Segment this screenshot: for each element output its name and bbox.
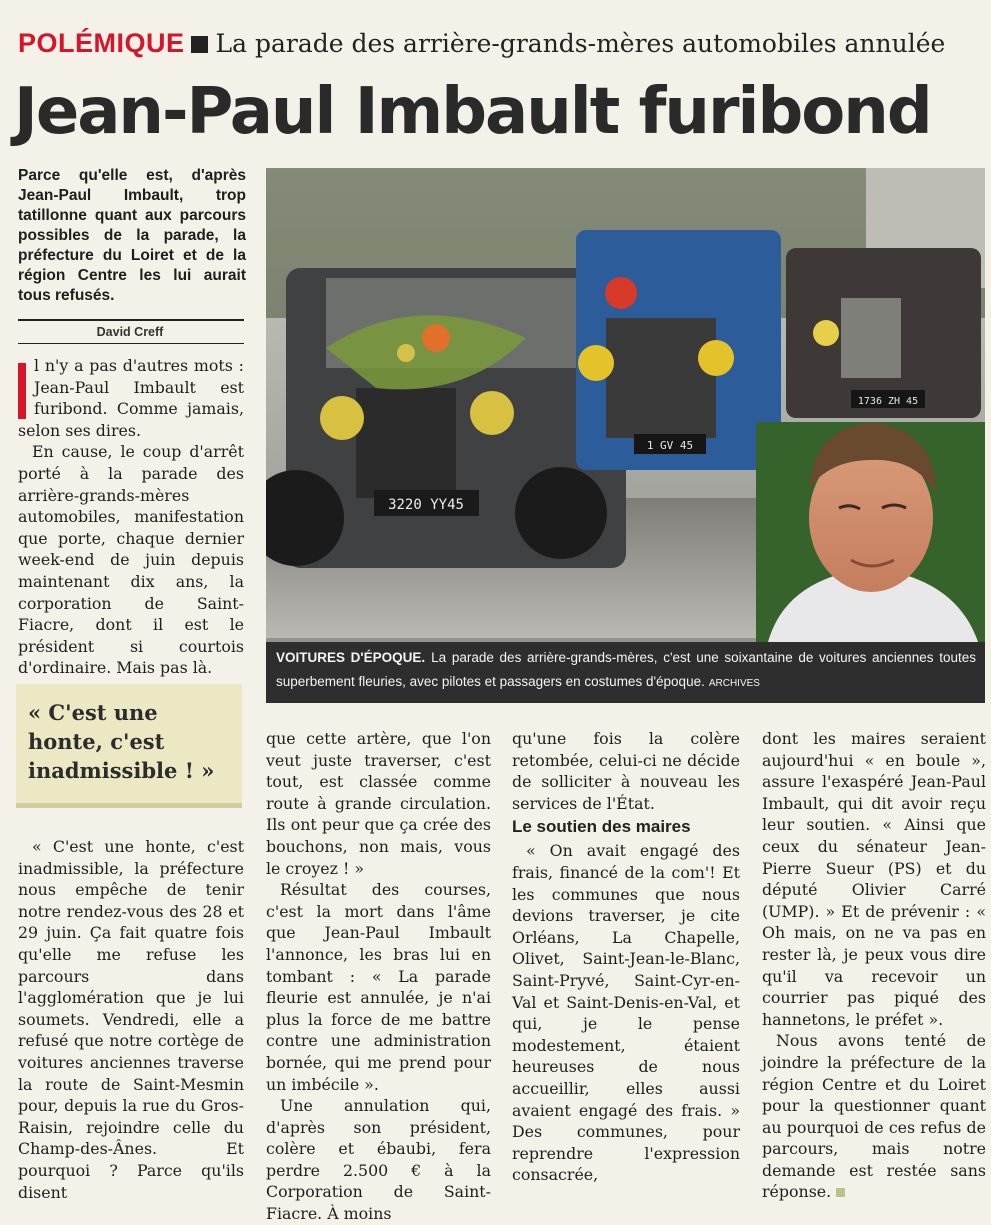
paragraph-7: qu'une fois la colère retombée, celui-ci ne décide de solliciter à nouveau les services de l'État. (512, 729, 740, 813)
kicker (18, 26, 978, 60)
column-4 (762, 728, 986, 1203)
photo-caption (276, 646, 976, 696)
pull-quote: « C'est une honte, c'est inadmissible ! » (28, 700, 215, 783)
photo-vintage-cars (266, 168, 985, 703)
byline-rule-bottom (18, 343, 244, 344)
square-bullet-icon (191, 36, 208, 53)
subheading: Le soutien des maires (512, 817, 691, 837)
lead-paragraph: Parce qu'elle est, d'après Jean-Paul Imbault, trop tatillonne quant aux parcours possibles de la parade, la préfecture du Loiret et de la région Centre les lui aurait tous refusés. (18, 167, 246, 304)
photo-illustration (266, 168, 985, 703)
column-1-top (18, 355, 244, 679)
plate-1: 3220 YY45 (388, 497, 464, 513)
end-mark-icon (836, 1188, 845, 1197)
caption-label: VOITURES D'ÉPOQUE. (276, 650, 426, 665)
byline-rule-top (18, 319, 244, 321)
paragraph-9: dont les maires seraient aujourd'hui « en boule », assure l'exaspéré Jean-Paul Imbault, qui dit avoir reçu leur soutien. « Ainsi que ceux du sénateur Jean-Pierre Sueur (PS) et du député Olivier Carré (UMP). » Et de prévenir : « Oh mais, on ne va pas en rester là, je peux vous dire qu'il va recevoir un courrier pas piqué des hannetons, le préfet ». (762, 729, 986, 1029)
byline: David Creff (96, 325, 164, 339)
paragraph-8: « On avait engagé des frais, financé de la com'! Et les communes que nous devions traverser, je cite Orléans, La Chapelle, Olivet, Saint-Jean-le-Blanc, Saint-Pryvé, Saint-Cyr-en-Val et Saint-Denis-en-Val, et qui, je le pense modestement, étaient heureuses de nous accueillir, elles aussi avaient engagé des frais. » Des communes, pour reprendre l'expression consacrée, (512, 841, 740, 1185)
kicker-tag: POLÉMIQUE (18, 28, 185, 58)
paragraph-5: Résultat des courses, c'est la mort dans l'âme que Jean-Paul Imbault l'annonce, les bras lui en tombant : « La parade fleurie est annulée, je n'ai plus la force de me battre contre une administration bornée, qui me prend pour un imbécile ». (266, 880, 491, 1094)
paragraph-4: que cette artère, que l'on veut juste traverser, c'est tout, est classée comme route à grande circulation. Ils ont peur que ça crée des bouchons, non mais, vous le croyez ! » (266, 729, 491, 878)
kicker-deck: La parade des arrière-grands-mères automobiles annulée (215, 29, 946, 58)
paragraph-6: Une annulation qui, d'après son président, colère et ébaubi, fera perdre 2.500 € à la Corporation de Saint-Fiacre. À moins (266, 1096, 491, 1224)
paragraph-10: Nous avons tenté de joindre la préfecture de la région Centre et du Loiret pour la questionner quant au pourquoi de ces refus de parcours, mais notre demande est restée sans réponse. (762, 1031, 986, 1202)
pull-quote-box (16, 684, 242, 808)
column-1-bottom (18, 836, 244, 1203)
column-3 (512, 728, 740, 1186)
caption-credit: ARCHIVES (708, 678, 760, 689)
plate-3: 1736 ZH 45 (857, 396, 919, 407)
column-2 (266, 728, 491, 1225)
paragraph-3: « C'est une honte, c'est inadmissible, la préfecture nous empêche de tenir notre rendez-vous des 28 et 29 juin. Ça fait quatre fois qu'elle me refuse les parcours dans l'agglomération que je lui soumets. Vendredi, elle a refusé que notre cortège de voitures anciennes traverse la route de Saint-Mesmin pour, depuis la rue du Gros-Raisin, rejoindre celle du Champ-des-Ânes. Et pourquoi ? Parce qu'ils disent (18, 837, 244, 1202)
paragraph-1: l n'y a pas d'autres mots : Jean-Paul Imbault est furibond. Comme jamais, selon ses dires. (18, 356, 244, 440)
paragraph-2: En cause, le coup d'arrêt porté à la parade des arrière-grands-mères automobiles, manifestation que porte, chaque dernier week-end de juin depuis maintenant dix ans, la corporation de Saint-Fiacre, dont il est le président si courtois d'ordinaire. Mais pas là. (18, 442, 244, 678)
headline: Jean-Paul Imbault furibond (14, 75, 931, 149)
plate-2: 1 GV 45 (646, 439, 694, 452)
drop-cap (18, 363, 26, 419)
caption-text: La parade des arrière-grands-mères, c'est une soixantaine de voitures anciennes toutes superbement fleuries, avec pilotes et passagers en costumes d'époque. (276, 650, 976, 689)
